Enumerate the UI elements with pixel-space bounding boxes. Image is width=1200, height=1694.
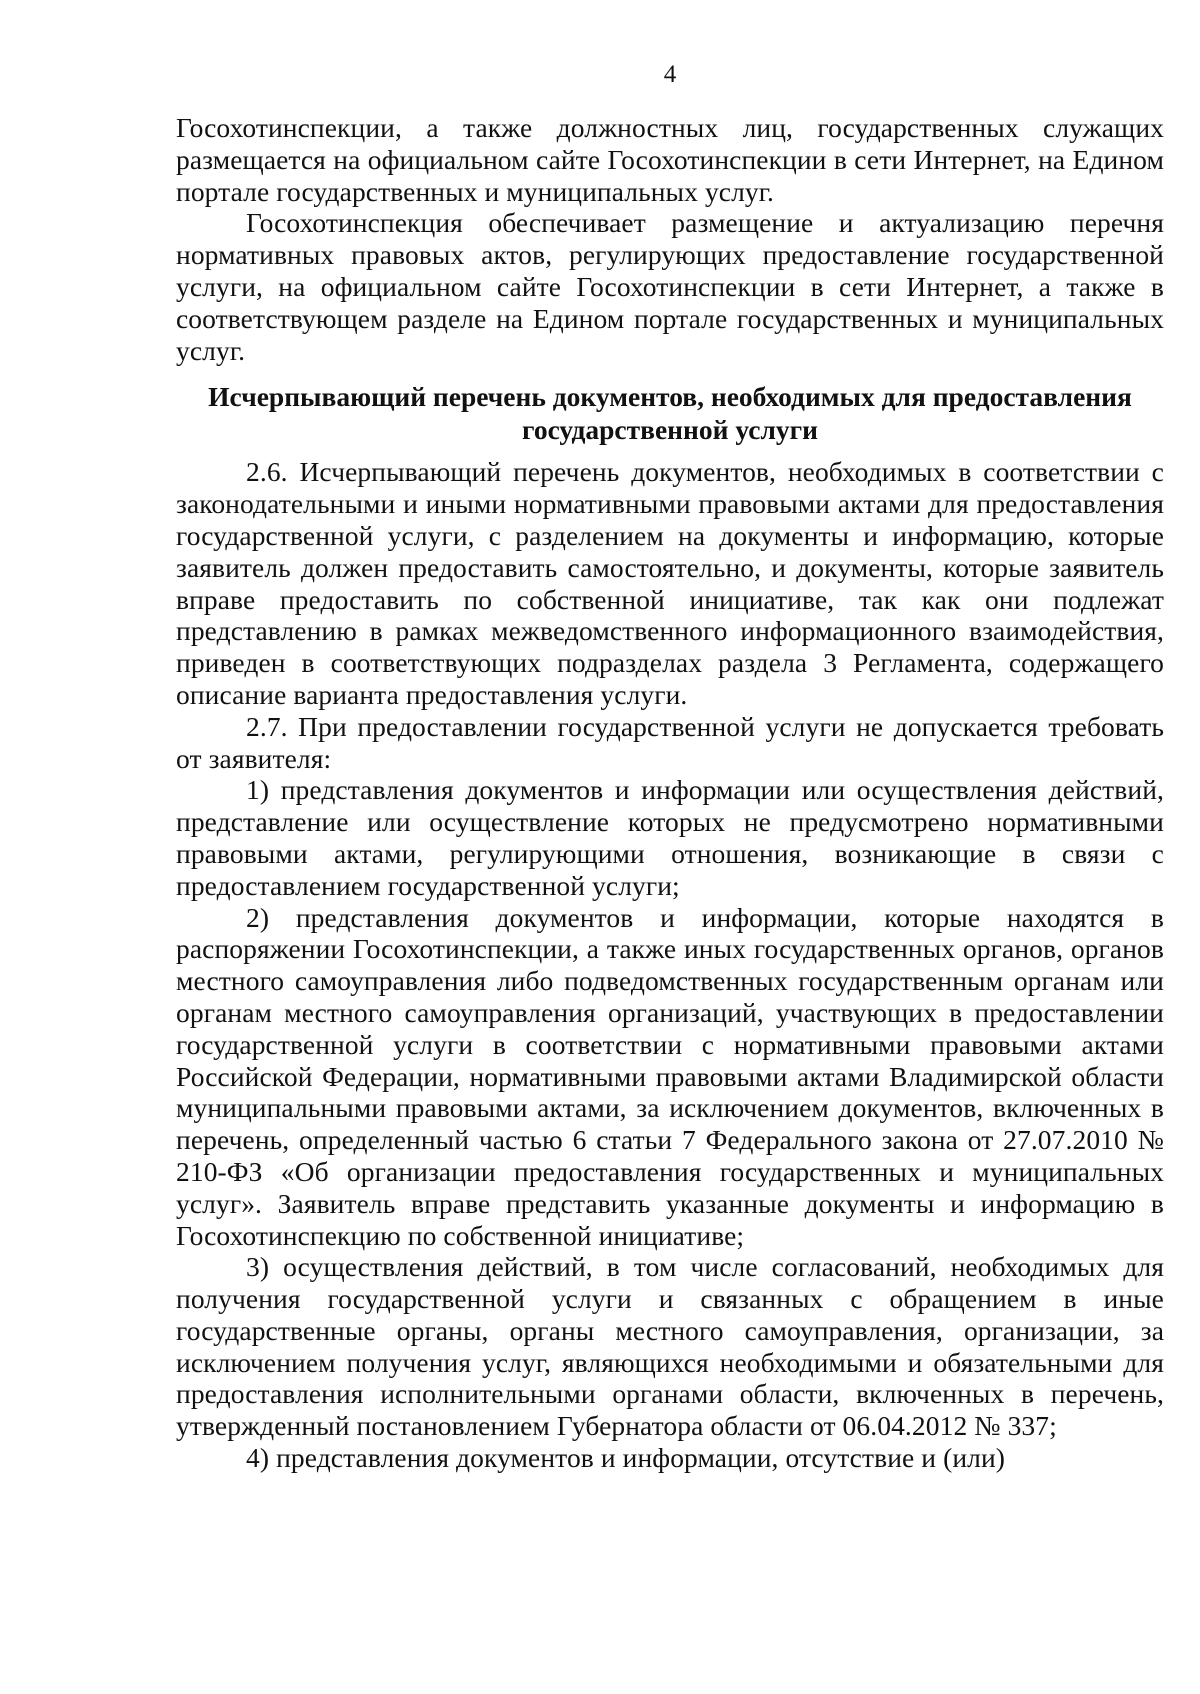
- list-item-2: 2) представления документов и информации, которые находятся в распоряжении Госохотинспекции, а также иных государственных органов, органов местного самоуправления либо подведомственных государственным органам или органам местного самоуправления организаций, участвующих в предоставлении государственной услуги в соответствии с нормативными правовыми актами Российской Федерации, нормативными правовыми актами Владимирской области муниципальными правовыми актами, за исключением документов, включенных в перечень, определенный частью 6 статьи 7 Федерального закона от 27.07.2010 № 210-ФЗ «Об организации предоставления государственных и муниципальных услуг». Заявитель вправе представить указанные документы и информацию в Госохотинспекцию по собственной инициативе;: [176, 901, 1164, 1251]
- list-item-3: 3) осуществления действий, в том числе согласований, необходимых для получения государственной услуги и связанных с обращением в иные государственные органы, органы местного самоуправления, организации, за исключением получения услуг, являющихся необходимыми и обязательными для предоставления исполнительными органами области, включенных в перечень, утвержденный постановлением Губернатора области от 06.04.2012 № 337;: [176, 1251, 1164, 1442]
- section-heading-line-2: государственной услуги: [522, 414, 818, 446]
- page-number: 4: [663, 61, 677, 88]
- list-item-4: 4) представления документов и информации, отсутствие и (или): [246, 1442, 1006, 1474]
- paragraph-2-7: 2.7. При предоставлении государственной услуги не допускается требовать от заявителя:: [176, 710, 1164, 774]
- section-heading: [176, 380, 1164, 446]
- paragraph-2-6: 2.6. Исчерпывающий перечень документов, необходимых в соответствии с законодательными и иными нормативными правовыми актами для предоставления государственной услуги, с разделением на документы и информацию, которые заявитель должен предоставить самостоятельно, и документы, которые заявитель вправе предоставить по собственной инициативе, так как они подлежат представлению в рамках межведомственного информационного взаимодействия, приведен в соответствующих подразделах раздела 3 Регламента, содержащего описание варианта предоставления услуги.: [176, 456, 1164, 710]
- paragraph-continuation: Госохотинспекции, а также должностных лиц, государственных служащих размещается на официальном сайте Госохотинспекции в сети Интернет, на Едином портале государственных и муниципальных услуг.: [176, 112, 1164, 207]
- list-item-1: 1) представления документов и информации или осуществления действий, представление или осуществление которых не предусмотрено нормативными правовыми актами, регулирующими отношения, возникающие в связи с предоставлением государственной услуги;: [176, 774, 1164, 901]
- paragraph-normative-acts: Госохотинспекция обеспечивает размещение и актуализацию перечня нормативных правовых актов, регулирующих предоставление государственной услуги, на официальном сайте Госохотинспекции в сети Интернет, а также в соответствующем разделе на Едином портале государственных и муниципальных услуг.: [176, 207, 1164, 366]
- document-page: [176, 60, 1164, 1474]
- section-heading-line-1: Исчерпывающий перечень документов, необходимых для предоставления: [208, 381, 1132, 413]
